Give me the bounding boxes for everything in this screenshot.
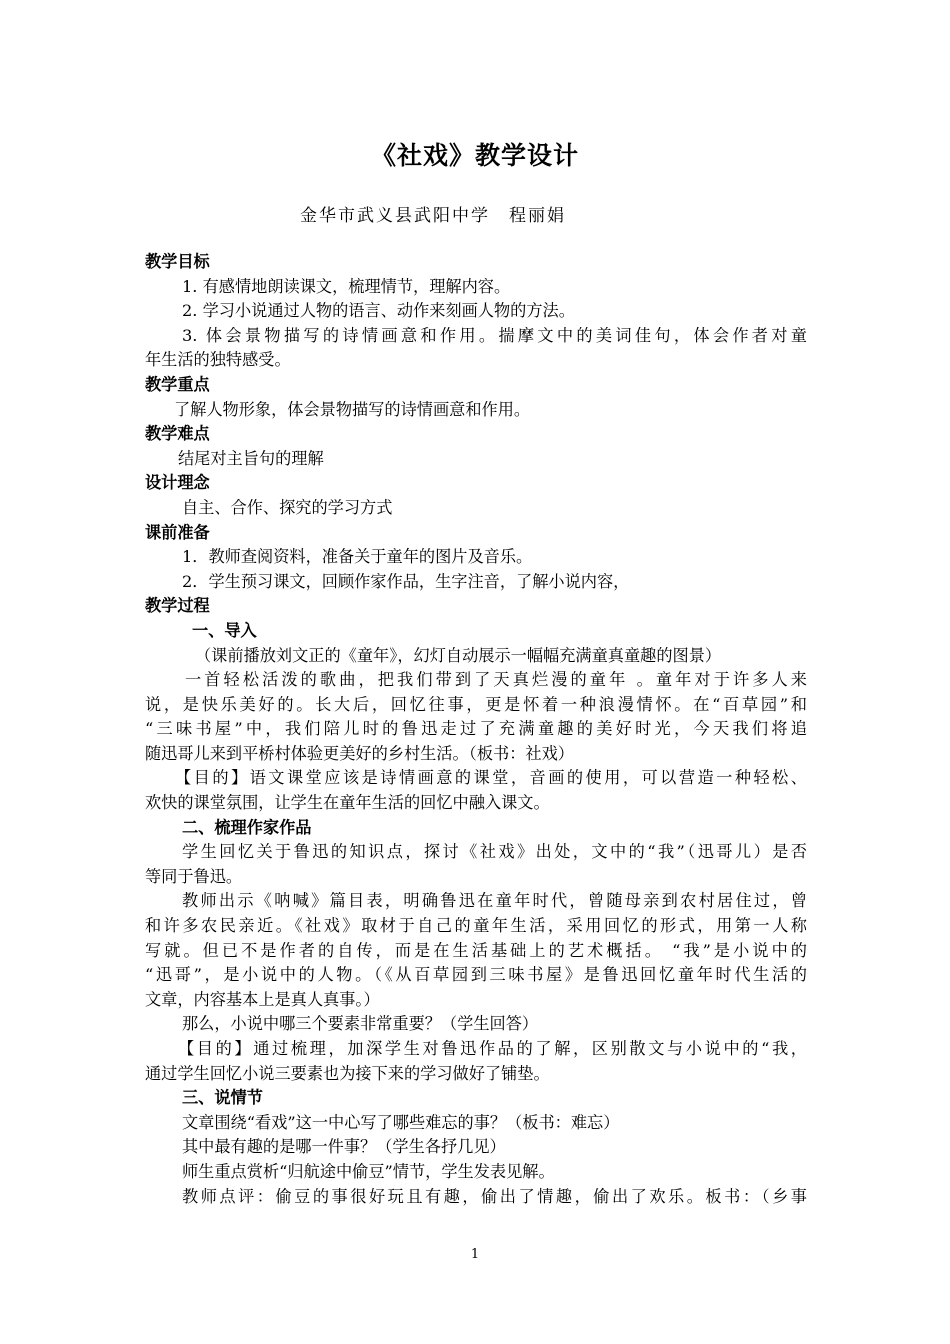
body-line: 师生重点赏析“归航途中偷豆”情节，学生发表见解。	[182, 1161, 555, 1181]
subsection-heading: 二、梳理作家作品	[182, 817, 312, 837]
body-line: 文章，内容基本上是真人真事。）	[145, 989, 380, 1009]
document-title: 《社戏》教学设计	[370, 141, 579, 170]
body-line: 等同于鲁迅。	[145, 866, 243, 886]
document-body	[145, 250, 807, 1209]
body-line: 2. 学习小说通过人物的语言、动作来刻画人物的方法。	[182, 301, 575, 321]
body-line: 随迅哥儿来到平桥村体验更美好的乡村生活。（板书：社戏）	[145, 743, 574, 763]
document-author: 金华市武义县武阳中学 程丽娟	[300, 206, 566, 226]
body-line: “迅哥”，是小说中的人物。（《从百草园到三味书屋》是鲁迅回忆童年时代生活的	[145, 965, 807, 985]
section-heading: 设计理念	[145, 473, 210, 493]
body-line: 结尾对主旨句的理解	[178, 448, 324, 468]
body-line: 1. 有感情地朗读课文，梳理情节，理解内容。	[182, 276, 511, 296]
body-line: 年生活的独特感受。	[145, 350, 291, 370]
body-line: 教师出示《呐喊》篇目表，明确鲁迅在童年时代，曾随母亲到农村居住过，曾	[182, 891, 807, 911]
body-line: 文章围绕“看戏”这一中心写了哪些难忘的事？（板书：难忘）	[182, 1112, 620, 1132]
subsection-heading: 一、导入	[192, 620, 257, 640]
section-heading: 教学难点	[145, 424, 210, 444]
subsection-heading: 三、说情节	[182, 1088, 263, 1108]
page-number: 1	[470, 1247, 480, 1262]
section-heading: 教学重点	[145, 374, 210, 394]
body-line: 通过学生回忆小说三要素也为接下来的学习做好了铺垫。	[145, 1063, 550, 1083]
body-line: 自主、合作、探究的学习方式	[182, 497, 393, 517]
body-line: 写就。但已不是作者的自传，而是在生活基础上的艺术概括。 “我”是小说中的	[145, 940, 807, 960]
body-line: 2．学生预习课文，回顾作家作品，生字注音，了解小说内容，	[182, 571, 630, 591]
body-line: 1．教师查阅资料，准备关于童年的图片及音乐。	[182, 547, 533, 567]
section-heading: 教学过程	[145, 596, 210, 616]
body-line: 【目的】语文课堂应该是诗情画意的课堂，音画的使用，可以营造一种轻松、	[175, 768, 807, 788]
body-line: 【目的】通过梳理，加深学生对鲁迅作品的了解，区别散文与小说中的“我，	[178, 1039, 807, 1058]
section-heading: 教学目标	[145, 252, 210, 271]
body-line: 教师点评：偷豆的事很好玩且有趣，偷出了情趣，偷出了欢乐。板书：（乡事	[182, 1186, 807, 1206]
body-line: 一首轻松活泼的歌曲，把我们带到了天真烂漫的童年 。童年对于许多人来	[185, 670, 807, 690]
body-line: 了解人物形象，体会景物描写的诗情画意和作用。	[174, 399, 531, 419]
body-line: “三味书屋”中，我们陪儿时的鲁迅走过了充满童趣的美好时光，今天我们将追	[145, 719, 807, 739]
section-heading: 课前准备	[145, 522, 210, 542]
body-line: 和许多农民亲近。《社戏》取材于自己的童年生活，采用回忆的形式，用第一人称	[145, 916, 807, 936]
body-line: 欢快的课堂氛围，让学生在童年生活的回忆中融入课文。	[145, 793, 550, 813]
body-line: （课前播放刘文正的《童年》，幻灯自动展示一幅幅充满童真童趣的图景）	[195, 645, 722, 665]
body-line: 3. 体会景物描写的诗情画意和作用。揣摩文中的美词佳句，体会作者对童	[182, 325, 807, 345]
body-line: 那么，小说中哪三个要素非常重要？（学生回答）	[182, 1014, 539, 1034]
body-line: 其中最有趣的是哪一件事？（学生各抒几见）	[182, 1137, 506, 1157]
body-line: 学生回忆关于鲁迅的知识点，探讨《社戏》出处，文中的“我”（迅哥儿）是否	[182, 842, 807, 862]
body-line: 说，是快乐美好的。长大后，回忆往事，更是怀着一种浪漫情怀。在“百草园”和	[145, 694, 807, 714]
